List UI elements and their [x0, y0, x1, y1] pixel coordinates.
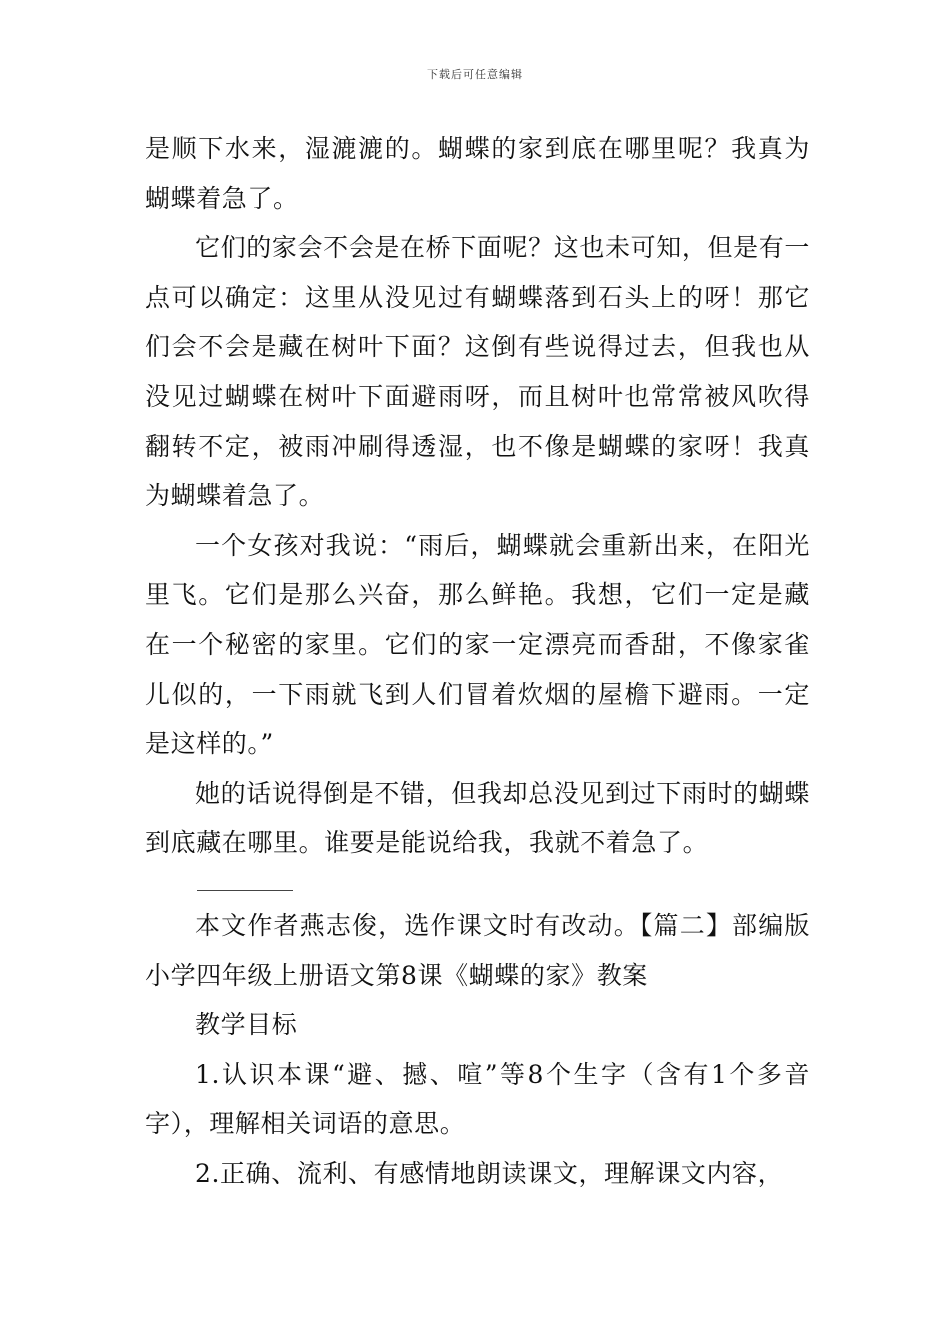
- document-body: [145, 124, 810, 1198]
- objective-item: 1.认识本课“避、撼、喧”等8个生字（含有1个多音字），理解相关词语的意思。: [145, 1059, 810, 1139]
- paragraph-continued: 是顺下水来，湿漉漉的。蝴蝶的家到底在哪里呢？我真为蝴蝶着急了。: [145, 134, 810, 213]
- objective-item: 2.正确、流利、有感情地朗读课文，理解课文内容，: [195, 1158, 784, 1188]
- footnote-divider: [197, 890, 293, 891]
- paragraph-under-bridge: 它们的家会不会是在桥下面呢？这也未可知，但是有一点可以确定：这里从没见过有蝴蝶落到石头上的呀！那它们会不会是藏在树叶下面？这倒有些说得过去，但我也从没见过蝴蝶在树叶下面避雨呀，而且树叶也常常被风吹得翻转不定，被雨冲刷得透湿，也不像是蝴蝶的家呀！我真为蝴蝶着急了。: [145, 233, 810, 511]
- paragraph-conclusion: 她的话说得倒是不错，但我却总没见到过下雨时的蝴蝶到底藏在哪里。谁要是能说给我，我就不着急了。: [145, 778, 810, 858]
- section-title: 教学目标: [195, 1010, 298, 1040]
- footnote-text: 本文作者燕志俊，选作课文时有改动。【篇二】部编版小学四年级上册语文第8课《蝴蝶的家》教案: [145, 910, 810, 990]
- page-header: 下载后可任意编辑: [427, 68, 523, 81]
- paragraph-girl-quote: 一个女孩对我说：“雨后，蝴蝶就会重新出来，在阳光里飞。它们是那么兴奋，那么鲜艳。我想，它们一定是藏在一个秘密的家里。它们的家一定漂亮而香甜，不像家雀儿似的，一下雨就飞到人们冒着炊烟的屋檐下避雨。一定是这样的。”: [145, 530, 810, 759]
